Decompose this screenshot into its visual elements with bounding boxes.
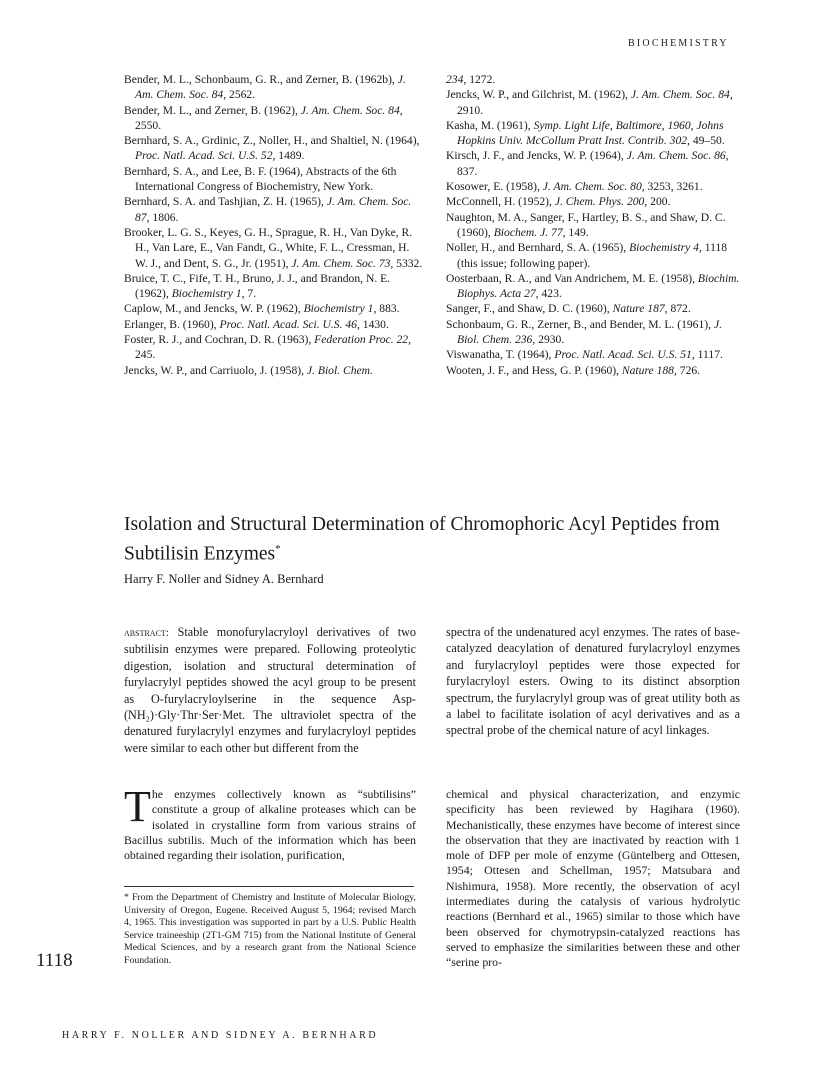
reference-entry [124,133,424,164]
reference-journal: J. Am. Chem. Soc. 80, [542,180,645,194]
running-footer: HARRY F. NOLLER AND SIDNEY A. BERNHARD [62,1030,379,1041]
abstract-label: abstract: [124,627,169,639]
reference-journal: Nature 187, [612,302,668,316]
reference-entry [446,148,742,179]
reference-entry [446,118,742,149]
reference-authors: Oosterbaan, R. A., and Van Andrichem, M. E. (1958), [446,271,698,285]
reference-entry [124,301,424,316]
reference-authors: Erlanger, B. (1960), [124,317,220,331]
reference-journal: Proc. Natl. Acad. Sci. U.S. 51, [554,348,695,362]
reference-journal: J. Am. Chem. Soc. 87, [135,195,412,224]
footnote: * From the Department of Chemistry and Institute of Molecular Biology, University of Oregon, Eugene. Received August 5, 1964; revised March 4, 1965. This investigation was supported in part by a U.S. Public Health Service traineeship (2T1-GM 715) from the National Institute of General Medical Sciences, and by a research grant from the National Science Foundation. [124,892,416,966]
reference-journal: Proc. Natl. Acad. Sci. U.S. 46, [219,317,360,331]
reference-pages: 7. [244,287,257,301]
references-left-column [124,72,424,378]
reference-journal: J. Am. Chem. Soc. 84, [300,103,403,117]
reference-authors: Sanger, F., and Shaw, D. C. (1960), [446,302,613,316]
reference-journal: J. Biol. Chem. [306,363,373,377]
reference-pages: 1430. [359,317,389,331]
body-text-right: chemical and physical characterization, and enzymic specificity has been reviewed by Hagihara (1960). Mechanistically, these enzymes have become of interest since the observation that they are inactivated by reaction with 1 mole of DFP per mole of enzyme (Güntelberg and Ottesen, 1954; Ottesen and Schellman, 1957; Matsubara and Nishimura, 1958). More recently, the observation of acyl intermediates during the catalysis of various hydrolytic reactions (Bernhard et al., 1965) similar to those which have been observed for chymotrypsin-catalyzed reactions has served to emphasize the similarities between these and other “serine pro- [446,787,740,970]
abstract-right: spectra of the undenatured acyl enzymes. The rates of base-catalyzed deacylation of denatured furylacryloyl enzymes and furylacryloyl peptides were those expected for furylacryloyl esters. Owing to its distinct absorption spectrum, the furylacrylyl group was of great utility both as a label to facilitate isolation of acyl derivatives and as a spectral probe of the chemical nature of acyl linkages. [446,625,740,738]
page-number: 1118 [36,950,73,971]
reference-authors: Bender, M. L., and Zerner, B. (1962), [124,103,301,117]
reference-authors: Bernhard, S. A., and Lee, B. F. (1964), Abstracts of the 6th International Congress of Biochemistry, New York. [124,164,397,194]
reference-entry [124,103,424,134]
reference-entry [446,301,742,316]
reference-pages: 423. [538,287,562,301]
reference-journal: Biochemistry 4, [629,241,702,255]
reference-entry [124,164,424,195]
reference-pages: 726. [676,363,701,377]
reference-authors: Kirsch, J. F., and Jencks, W. P. (1964), [446,149,627,163]
reference-pages: 1806. [149,210,179,224]
reference-pages: 883. [376,302,400,316]
reference-pages: 245. [135,348,156,362]
article-title-text: Isolation and Structural Determination of Chromophoric Acyl Peptides from Subtilisin Enzymes [124,514,720,565]
reference-authors: Bender, M. L., Schonbaum, G. R., and Zerner, B. (1962b), [124,73,398,86]
reference-authors: Schonbaum, G. R., Zerner, B., and Bender, M. L. (1961), [446,317,714,331]
reference-pages: 1117. [694,348,723,362]
reference-entry [446,87,742,118]
reference-authors: Jencks, W. P., and Gilchrist, M. (1962), [446,88,631,102]
reference-entry [446,179,742,194]
reference-authors: Kosower, E. (1958), [446,180,543,194]
reference-pages: 5332. [393,256,423,270]
reference-entry [446,240,742,271]
reference-journal: Biochemistry 1, [303,302,377,316]
reference-entry [446,72,742,87]
reference-pages: 149. [565,225,589,239]
reference-pages: 872. [667,302,691,316]
reference-authors: Noller, H., and Bernhard, S. A. (1965), [446,241,630,255]
reference-authors: Naughton, M. A., Sanger, F., Hartley, B. S., and Shaw, D. C. (1960), [446,210,726,239]
abstract-text-left: Stable monofurylacryloyl derivatives of two subtilisin enzymes were prepared. Following proteolytic digestion, isolation and structural determination of furylacrylyl peptides showed the acyl group to be present as O-furylacryloylserine in the sequence Asp-(NH₂)·Gly·Thr·Ser·Met. The ultraviolet spectra of the denatured furylacrylyl enzymes and furylacryloyl peptides were similar to each other but different from the [124,625,417,755]
reference-pages: 2930. [535,333,565,347]
title-footnote-mark: * [275,543,281,555]
reference-authors: Foster, R. J., and Cochran, D. R. (1963), [124,333,315,347]
reference-journal: Biochim. Biophys. Acta 27, [457,271,740,301]
abstract-left [124,624,416,756]
reference-authors: Caplow, M., and Jencks, W. P. (1962), [124,302,304,316]
reference-pages: 1118 (this issue; following paper). [457,241,728,270]
reference-pages: 2910. [457,103,484,117]
reference-authors: Bruice, T. C., Fife, T. H., Bruno, J. J., and Brandon, N. E. (1962), [124,271,391,301]
reference-journal: 234, [446,73,467,86]
reference-journal: Nature 188, [621,363,677,377]
footnote-rule [124,886,414,887]
reference-pages: 1489. [275,149,305,163]
reference-entry [124,194,424,225]
reference-entry [446,363,742,378]
reference-entry [124,363,424,378]
reference-journal: J. Biol. Chem. 236, [457,317,722,347]
reference-journal: J. Chem. Phys. 200, [554,195,648,209]
reference-entry [446,271,742,302]
reference-authors: McConnell, H. (1952), [446,195,555,209]
reference-authors: Bernhard, S. A., Grdinic, Z., Noller, H., and Shaltiel, N. (1964), [124,134,420,148]
body-text-left-content: he enzymes collectively known as “subtilisins” constitute a group of alkaline proteases which can be isolated in crystalline form from various strains of Bacillus subtilis. Much of the information which has been obtained regarding their isolation, purification, [124,787,416,863]
article-authors: Harry F. Noller and Sidney A. Bernhard [124,572,324,586]
reference-journal: Symp. Light Life, Baltimore, 1960, Johns Hopkins Univ. McCollum Pratt Inst. Contrib. 302, [457,118,724,148]
reference-entry [124,72,424,103]
journal-name: BIOCHEMISTRY [628,38,729,49]
reference-pages: 49–50. [689,134,725,148]
reference-pages: 2562. [226,88,256,102]
reference-pages: 837. [457,164,478,178]
reference-authors: Bernhard, S. A. and Tashjian, Z. H. (1965), [124,195,327,209]
reference-authors: Kasha, M. (1961), [446,118,534,132]
reference-journal: Biochem. J. 77, [493,225,566,239]
reference-entry [446,194,742,209]
reference-pages: 1272. [466,73,496,86]
reference-journal: J. Am. Chem. Soc. 84, [135,73,406,102]
reference-authors: Brooker, L. G. S., Keyes, G. H., Sprague, R. H., Van Dyke, R. H., Van Lare, E., Van Fandt, G., White, F. L., Cressman, H. W. J., and Dent, S. G., Jr. (1951), [124,225,413,270]
drop-cap: T [124,782,151,831]
reference-pages: 3253, 3261. [644,180,703,194]
reference-entry [124,225,424,271]
reference-entry [446,347,742,362]
reference-pages: 2550. [135,118,162,132]
reference-entry [446,317,742,348]
reference-authors: Jencks, W. P., and Carriuolo, J. (1958), [124,363,307,377]
reference-entry [124,332,424,363]
reference-entry [124,317,424,332]
reference-entry [124,271,424,302]
reference-authors: Viswanatha, T. (1964), [446,348,555,362]
references-right-column [446,72,742,378]
reference-authors: Wooten, J. F., and Hess, G. P. (1960), [446,363,622,377]
reference-journal: Biochemistry 1, [171,287,245,301]
reference-pages: 200. [647,195,671,209]
reference-journal: J. Am. Chem. Soc. 86, [626,149,729,163]
reference-entry [446,210,742,241]
reference-journal: Federation Proc. 22, [314,333,411,347]
body-text-left [124,782,416,863]
article-title [124,512,724,567]
reference-journal: Proc. Natl. Acad. Sci. U.S. 52, [135,149,276,163]
reference-journal: J. Am. Chem. Soc. 73, [291,256,394,270]
reference-journal: J. Am. Chem. Soc. 84, [630,88,733,102]
